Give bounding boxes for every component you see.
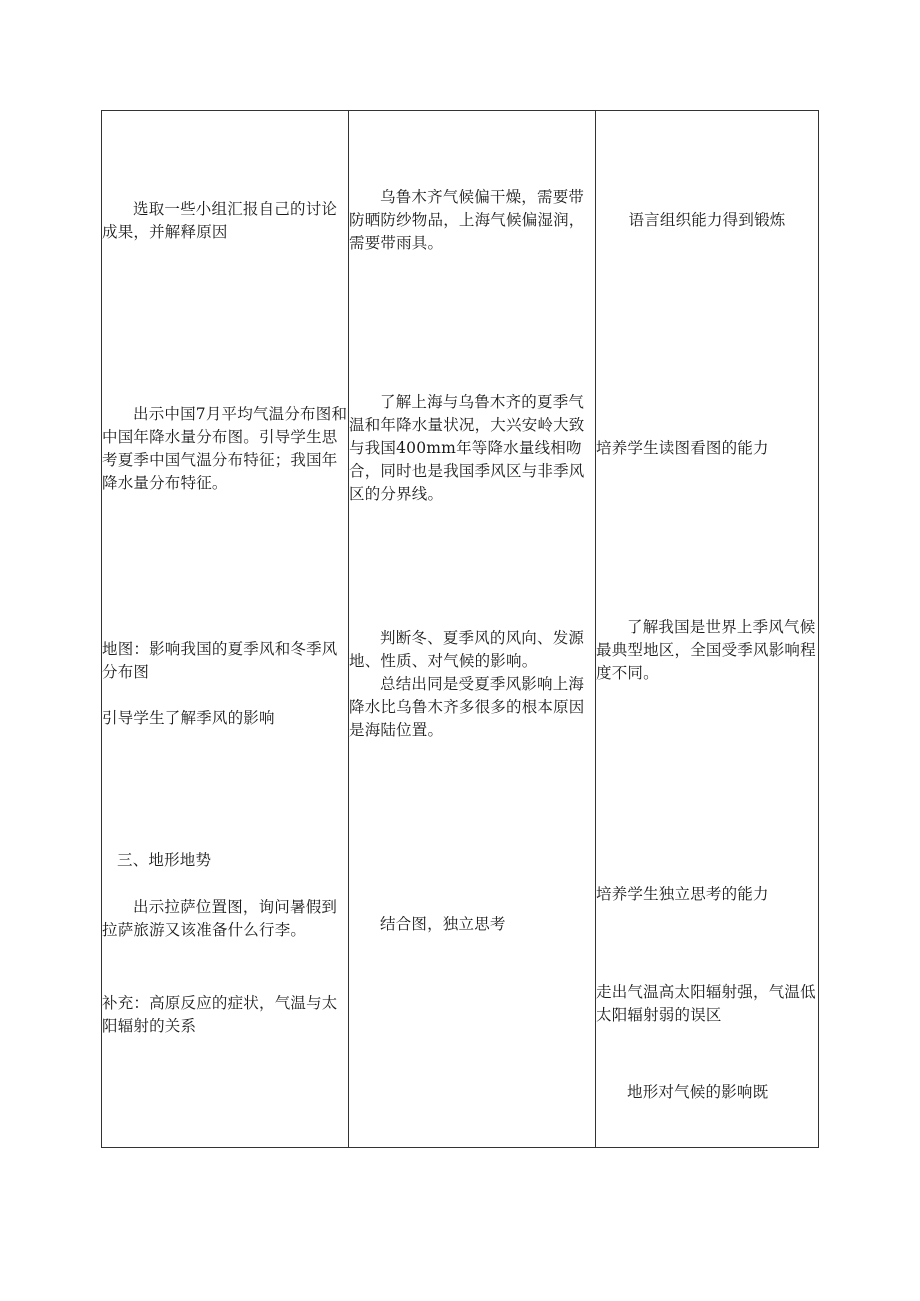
teacher-activity-cell — [102, 403, 348, 495]
section-heading: 三、地形地势 — [117, 851, 212, 869]
student-activity-cell — [349, 186, 595, 255]
teacher-activity-text: 出示中国7月平均气温分布图和中国年降水量分布图。引导学生思考夏季中国气温分布特征；我国年降水量分布特征。 — [102, 405, 348, 492]
student-activity-text: 了解上海与乌鲁木齐的夏季气温和年降水量状况，大兴安岭大致与我国400mm年等降水量线相吻合，同时也是我国季风区与非季风区的分界线。 — [349, 393, 585, 503]
design-intent-text: 了解我国是世界上季风气候最典型地区，全国受季风影响程度不同。 — [596, 618, 816, 682]
teacher-activity-text: 地图：影响我国的夏季风和冬季风分布图 — [102, 640, 338, 681]
teacher-activity-text: 补充：高原反应的症状，气温与太阳辐射的关系 — [102, 994, 338, 1035]
student-activity-text: 总结出同是受夏季风影响上海降水比乌鲁木齐多很多的根本原因是海陆位置。 — [349, 675, 585, 739]
design-intent-text: 语言组织能力得到锻炼 — [628, 211, 786, 229]
design-intent-cell — [596, 209, 818, 232]
student-activity-text: 乌鲁木齐气候偏干燥，需要带防晒防纱物品，上海气候偏湿润，需要带雨具。 — [349, 188, 585, 252]
teacher-activity-cell — [102, 638, 348, 730]
student-activity-text: 结合图，独立思考 — [380, 915, 506, 933]
student-activity-text: 判断冬、夏季风的风向、发源地、性质、对气候的影响。 — [349, 629, 585, 670]
design-intent-text: 走出气温高太阳辐射强，气温低太阳辐射弱的误区 — [596, 983, 816, 1024]
design-intent-text: 培养学生独立思考的能力 — [596, 885, 769, 903]
teacher-activity-text: 出示拉萨位置图，询问暑假到拉萨旅游又该准备什么行李。 — [102, 898, 338, 939]
teacher-activity-cell — [102, 198, 348, 244]
design-intent-cell — [596, 883, 818, 1104]
design-intent-text: 培养学生读图看图的能力 — [596, 439, 769, 457]
student-activity-cell — [349, 913, 595, 936]
teacher-activity-text: 引导学生了解季风的影响 — [102, 709, 275, 727]
design-intent-cell — [596, 437, 818, 460]
lesson-table — [101, 110, 819, 1148]
student-activity-cell — [349, 391, 595, 506]
design-intent-cell — [596, 616, 818, 685]
design-intent-text: 地形对气候的影响既 — [627, 1083, 769, 1101]
teacher-activity-cell — [102, 849, 348, 1038]
student-activity-cell — [349, 627, 595, 742]
teacher-activity-text: 选取一些小组汇报自己的讨论成果，并解释原因 — [102, 200, 338, 241]
